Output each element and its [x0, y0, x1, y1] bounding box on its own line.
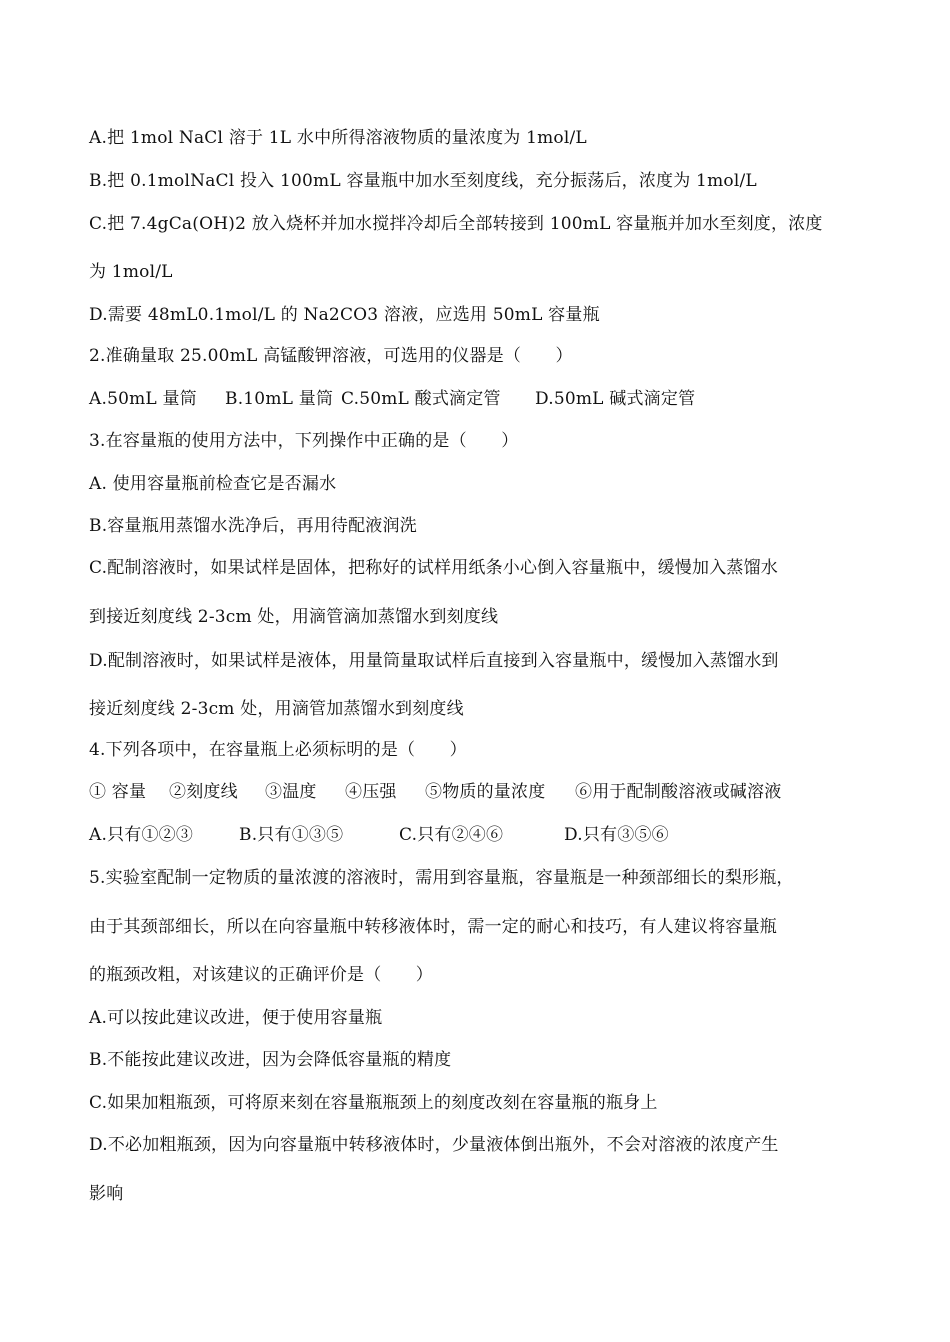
- q5-option-d-continued: 影响: [89, 1184, 124, 1204]
- q4-option-b: B.只有①③⑤: [239, 825, 344, 845]
- q4-option-d: D.只有③⑤⑥: [564, 825, 669, 845]
- q1-option-a: A.把 1mol NaCl 溶于 1L 水中所得溶液物质的量浓度为 1mol/L: [89, 128, 587, 148]
- q3-option-d: D.配制溶液时，如果试样是液体，用量筒量取试样后直接到入容量瓶中，缓慢加入蒸馏水到: [89, 651, 779, 671]
- q4-item-2: ②刻度线: [169, 782, 238, 802]
- question-3: 3.在容量瓶的使用方法中，下列操作中正确的是（ ）: [89, 431, 519, 451]
- q5-option-b: B.不能按此建议改进，因为会降低容量瓶的精度: [89, 1050, 452, 1070]
- question-5-continued-1: 由于其颈部细长，所以在向容量瓶中转移液体时，需一定的耐心和技巧，有人建议将容量瓶: [89, 917, 777, 937]
- q4-item-4: ④压强: [345, 782, 397, 802]
- q4-option-a: A.只有①②③: [89, 825, 194, 845]
- q4-item-5: ⑤物质的量浓度: [425, 782, 546, 802]
- q1-option-d: D.需要 48mL0.1mol/L 的 Na2CO3 溶液，应选用 50mL 容量瓶: [89, 305, 600, 325]
- q3-option-c-continued: 到接近刻度线 2-3cm 处，用滴管滴加蒸馏水到刻度线: [89, 607, 499, 627]
- q4-items: [89, 781, 890, 803]
- q4-item-1: ① 容量: [89, 782, 147, 802]
- q2-options: [89, 388, 890, 410]
- q3-option-b: B.容量瓶用蒸馏水洗净后，再用待配液润洗: [89, 516, 417, 536]
- q4-item-3: ③温度: [265, 782, 317, 802]
- q5-option-a: A.可以按此建议改进，便于使用容量瓶: [89, 1008, 383, 1028]
- q4-options: [89, 824, 890, 846]
- q4-item-6: ⑥用于配制酸溶液或碱溶液: [575, 782, 782, 802]
- question-4: 4.下列各项中，在容量瓶上必须标明的是（ ）: [89, 740, 467, 760]
- q3-option-a: A. 使用容量瓶前检查它是否漏水: [89, 474, 337, 494]
- q2-option-b: B.10mL 量筒: [225, 389, 334, 409]
- question-5-continued-2: 的瓶颈改粗，对该建议的正确评价是（ ）: [89, 965, 433, 985]
- question-5: 5.实验室配制一定物质的量浓渡的溶液时，需用到容量瓶，容量瓶是一种颈部细长的梨形瓶，: [89, 868, 794, 888]
- q1-option-c-continued: 为 1mol/L: [89, 262, 173, 282]
- q3-option-d-continued: 接近刻度线 2-3cm 处，用滴管加蒸馏水到刻度线: [89, 699, 464, 719]
- q5-option-c: C.如果加粗瓶颈，可将原来刻在容量瓶瓶颈上的刻度改刻在容量瓶的瓶身上: [89, 1093, 658, 1113]
- q2-option-a: A.50mL 量筒: [89, 389, 197, 409]
- q2-option-d: D.50mL 碱式滴定管: [535, 389, 696, 409]
- question-2: 2.准确量取 25.00mL 高锰酸钾溶液，可选用的仪器是（ ）: [89, 346, 573, 366]
- q3-option-c: C.配制溶液时，如果试样是固体，把称好的试样用纸条小心倒入容量瓶中，缓慢加入蒸馏水: [89, 558, 779, 578]
- q2-option-c: C.50mL 酸式滴定管: [341, 389, 501, 409]
- q1-option-c: C.把 7.4gCa(OH)2 放入烧杯并加水搅拌冷却后全部转接到 100mL 容量瓶并加水至刻度，浓度: [89, 214, 823, 234]
- q1-option-b: B.把 0.1molNaCl 投入 100mL 容量瓶中加水至刻度线，充分振荡后，浓度为 1mol/L: [89, 171, 757, 191]
- q5-option-d: D.不必加粗瓶颈，因为向容量瓶中转移液体时，少量液体倒出瓶外，不会对溶液的浓度产生: [89, 1135, 779, 1155]
- q4-option-c: C.只有②④⑥: [399, 825, 504, 845]
